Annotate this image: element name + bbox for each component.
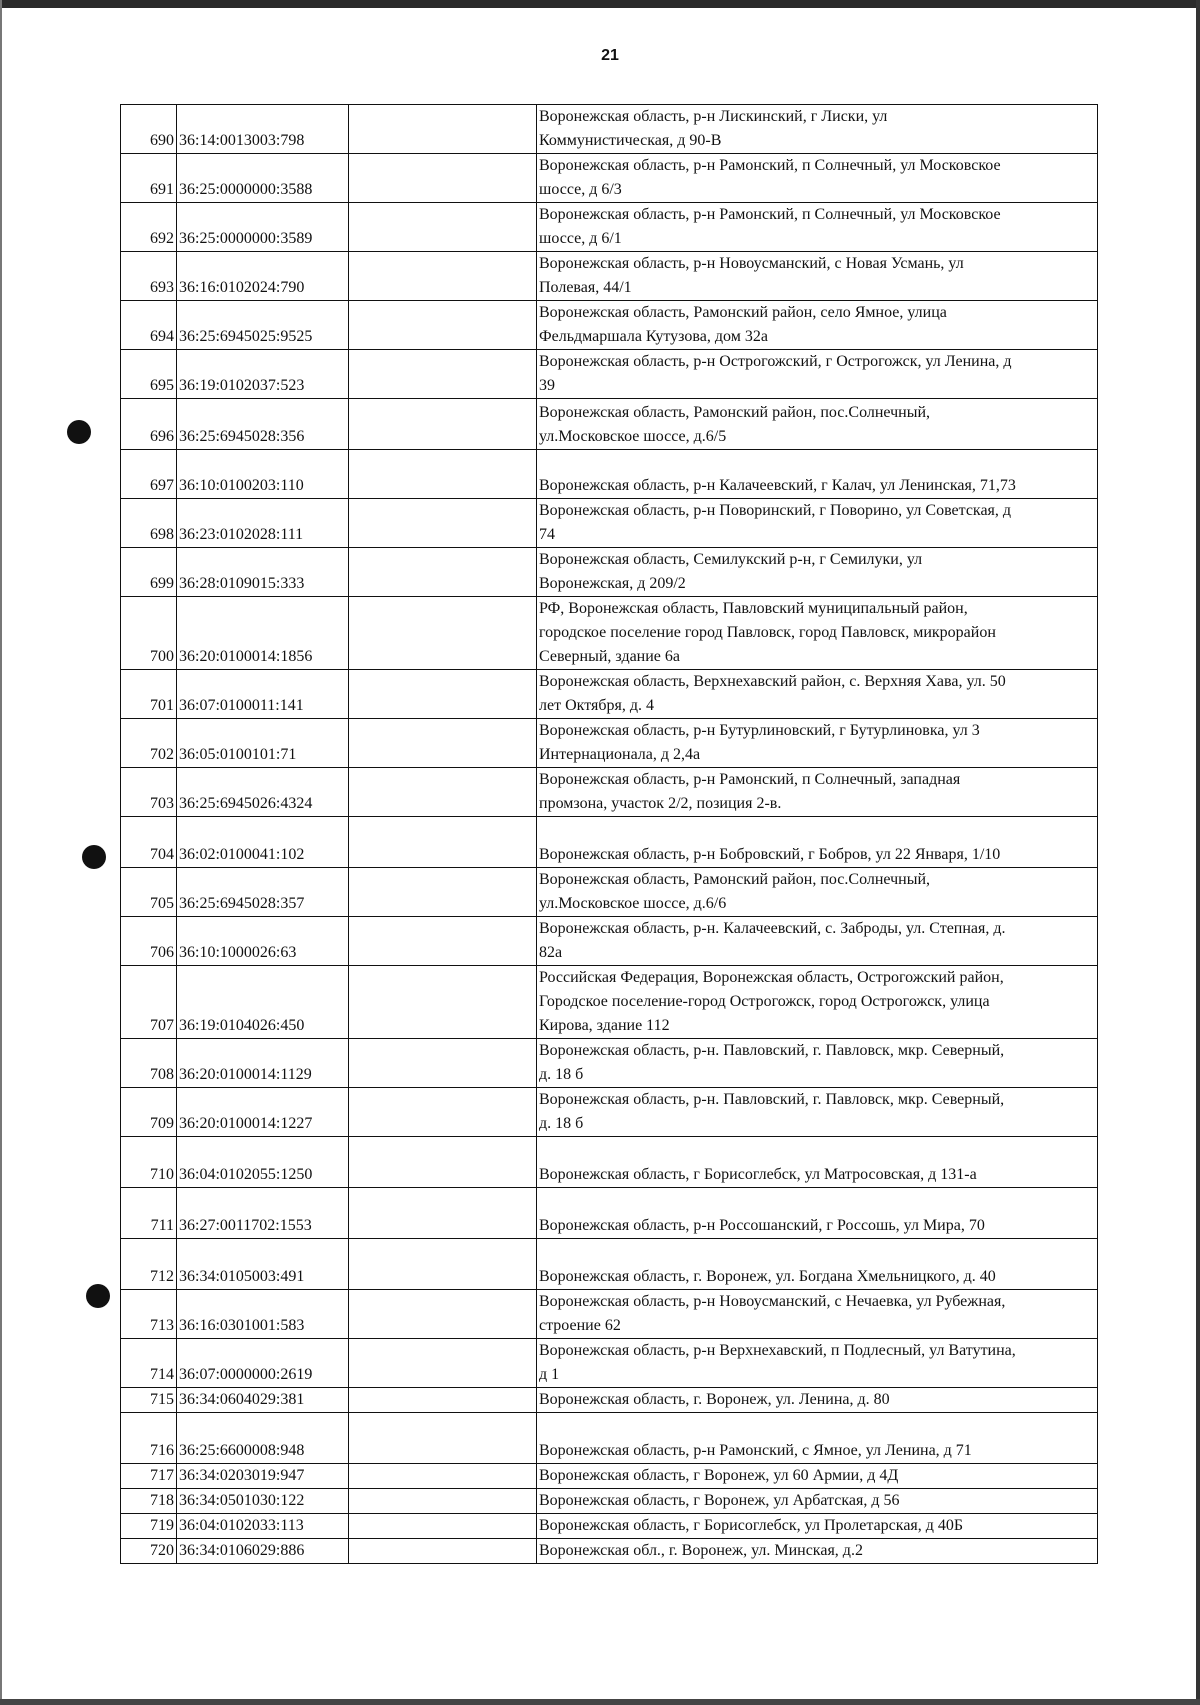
empty-cell [349,450,537,499]
table-row [121,1088,1098,1137]
table-row [121,154,1098,203]
table-row [121,1388,1098,1413]
empty-cell [349,1413,537,1464]
address-cell [537,917,1098,966]
cadastral-number: 36:07:0000000:2619 [177,1339,349,1388]
address-line: Северный, здание 6а [539,648,681,665]
row-number: 705 [121,868,177,917]
address-cell [537,350,1098,399]
address-cell [537,1388,1098,1413]
row-number: 698 [121,499,177,548]
table-row [121,1039,1098,1088]
row-number: 715 [121,1388,177,1413]
cadastral-number: 36:34:0105003:491 [177,1239,349,1290]
address-line: Воронежская область, р-н Рамонский, п Солнечный, западная [539,771,961,788]
cadastral-number: 36:02:0100041:102 [177,817,349,868]
cadastral-number: 36:23:0102028:111 [177,499,349,548]
empty-cell [349,203,537,252]
address-line: Воронежская область, Рамонский район, село Ямное, улица [539,304,947,321]
empty-cell [349,719,537,768]
table-row [121,917,1098,966]
address-cell [537,1413,1098,1464]
empty-cell [349,917,537,966]
address-line: Российская Федерация, Воронежская область, Острогожский район, [539,969,1004,986]
address-line: Воронежская область, р-н Бутурлиновский, г Бутурлиновка, ул 3 [539,722,980,739]
empty-cell [349,1239,537,1290]
address-line: Воронежская область, г Борисоглебск, ул Пролетарская, д 40Б [539,1517,964,1534]
table-row [121,768,1098,817]
empty-cell [349,1489,537,1514]
address-line: Интернационала, д 2,4а [539,746,701,763]
row-number: 714 [121,1339,177,1388]
cadastral-number: 36:28:0109015:333 [177,548,349,597]
address-cell [537,768,1098,817]
address-cell [537,499,1098,548]
table-row [121,868,1098,917]
registry-table [120,104,1098,1564]
cadastral-number: 36:16:0102024:790 [177,252,349,301]
cadastral-number: 36:20:0100014:1856 [177,597,349,670]
address-cell [537,1239,1098,1290]
empty-cell [349,768,537,817]
address-line: Коммунистическая, д 90-В [539,132,722,149]
address-cell [537,1137,1098,1188]
address-line: Воронежская область, Семилукский р-н, г Семилуки, ул [539,551,923,568]
cadastral-number: 36:20:0100014:1129 [177,1039,349,1088]
empty-cell [349,154,537,203]
address-line: ул.Московское шоссе, д.6/6 [539,895,727,912]
address-cell [537,817,1098,868]
address-cell [537,252,1098,301]
address-cell [537,1088,1098,1137]
address-line: Воронежская область, Верхнехавский район, с. Верхняя Хава, ул. 50 [539,673,1006,690]
row-number: 690 [121,105,177,154]
empty-cell [349,105,537,154]
address-line: Полевая, 44/1 [539,279,632,296]
address-cell [537,548,1098,597]
address-line: Воронежская область, г Воронеж, ул Арбатская, д 56 [539,1492,900,1509]
table-row [121,350,1098,399]
address-cell [537,1464,1098,1489]
row-number: 702 [121,719,177,768]
row-number: 712 [121,1239,177,1290]
table-row [121,105,1098,154]
address-line: шоссе, д 6/3 [539,181,622,198]
cadastral-number: 36:16:0301001:583 [177,1290,349,1339]
address-line: 74 [539,526,555,543]
row-number: 709 [121,1088,177,1137]
address-line: Воронежская область, г. Воронеж, ул. Богдана Хмельницкого, д. 40 [539,1268,996,1285]
row-number: 706 [121,917,177,966]
address-line: Воронежская область, р-н Рамонский, с Ямное, ул Ленина, д 71 [539,1442,972,1459]
cadastral-number: 36:25:6945026:4324 [177,768,349,817]
empty-cell [349,1514,537,1539]
address-line: Воронежская область, р-н Лискинский, г Лиски, ул [539,108,888,125]
cadastral-number: 36:34:0501030:122 [177,1489,349,1514]
table-row [121,597,1098,670]
empty-cell [349,597,537,670]
address-line: Воронежская область, г. Воронеж, ул. Ленина, д. 80 [539,1391,890,1408]
empty-cell [349,670,537,719]
row-number: 703 [121,768,177,817]
empty-cell [349,1539,537,1564]
address-line: Воронежская область, р-н Россошанский, г Россошь, ул Мира, 70 [539,1217,985,1234]
cadastral-number: 36:34:0106029:886 [177,1539,349,1564]
scan-edge-right [1196,0,1200,1705]
row-number: 693 [121,252,177,301]
address-line: Воронежская область, Рамонский район, пос.Солнечный, [539,404,931,421]
cadastral-number: 36:34:0203019:947 [177,1464,349,1489]
address-cell [537,154,1098,203]
address-line: Воронежская область, р-н Верхнехавский, п Подлесный, ул Ватутина, [539,1342,1016,1359]
table-row [121,499,1098,548]
address-cell [537,1489,1098,1514]
row-number: 707 [121,966,177,1039]
table-row [121,1489,1098,1514]
table-row [121,719,1098,768]
empty-cell [349,868,537,917]
address-cell [537,1339,1098,1388]
address-line: Воронежская, д 209/2 [539,575,686,592]
cadastral-number: 36:25:0000000:3589 [177,203,349,252]
table-row [121,1413,1098,1464]
address-line: Воронежская область, р-н Поворинский, г Поворино, ул Советская, д [539,502,1012,519]
table-row [121,1137,1098,1188]
cadastral-number: 36:07:0100011:141 [177,670,349,719]
table-row [121,450,1098,499]
address-line: РФ, Воронежская область, Павловский муниципальный район, [539,600,968,617]
scan-edge-left [0,0,2,1705]
cadastral-number: 36:10:1000026:63 [177,917,349,966]
scan-edge-top [0,0,1200,8]
address-cell [537,450,1098,499]
table-row [121,252,1098,301]
table-row [121,1339,1098,1388]
cadastral-number: 36:25:6945028:357 [177,868,349,917]
table-row [121,399,1098,450]
empty-cell [349,1088,537,1137]
address-line: городское поселение город Павловск, город Павловск, микрорайон [539,624,996,641]
cadastral-number: 36:14:0013003:798 [177,105,349,154]
punch-hole-mark [86,1284,110,1308]
empty-cell [349,350,537,399]
cadastral-number: 36:20:0100014:1227 [177,1088,349,1137]
address-cell [537,1188,1098,1239]
address-line: Воронежская область, р-н. Павловский, г. Павловск, мкр. Северный, [539,1042,1005,1059]
table-row [121,1290,1098,1339]
address-cell [537,670,1098,719]
address-line: Фельдмаршала Кутузова, дом 32а [539,328,768,345]
address-cell [537,1290,1098,1339]
cadastral-number: 36:25:6600008:948 [177,1413,349,1464]
empty-cell [349,1137,537,1188]
row-number: 696 [121,399,177,450]
address-line: Воронежская область, р-н Рамонский, п Солнечный, ул Московское [539,157,1001,174]
row-number: 711 [121,1188,177,1239]
empty-cell [349,1339,537,1388]
address-line: промзона, участок 2/2, позиция 2-в. [539,795,782,812]
table-row [121,1188,1098,1239]
row-number: 716 [121,1413,177,1464]
row-number: 695 [121,350,177,399]
table-row [121,203,1098,252]
empty-cell [349,301,537,350]
cadastral-number: 36:05:0100101:71 [177,719,349,768]
cadastral-number: 36:04:0102033:113 [177,1514,349,1539]
cadastral-number: 36:19:0104026:450 [177,966,349,1039]
address-line: строение 62 [539,1317,621,1334]
cadastral-number: 36:27:0011702:1553 [177,1188,349,1239]
row-number: 692 [121,203,177,252]
table-row [121,966,1098,1039]
cadastral-number: 36:25:0000000:3588 [177,154,349,203]
address-line: шоссе, д 6/1 [539,230,622,247]
row-number: 694 [121,301,177,350]
address-cell [537,399,1098,450]
address-cell [537,719,1098,768]
address-line: 82а [539,944,563,961]
address-cell [537,966,1098,1039]
empty-cell [349,966,537,1039]
address-line: д 1 [539,1366,560,1383]
address-line: 39 [539,377,555,394]
address-line: лет Октября, д. 4 [539,697,654,714]
address-line: Городское поселение-город Острогожск, город Острогожск, улица [539,993,990,1010]
address-cell [537,1539,1098,1564]
page-number: 21 [601,47,619,64]
empty-cell [349,252,537,301]
row-number: 700 [121,597,177,670]
address-line: Воронежская область, р-н Новоусманский, с Новая Усмань, ул [539,255,964,272]
punch-hole-mark [82,845,106,869]
address-line: Воронежская область, р-н Бобровский, г Бобров, ул 22 Января, 1/10 [539,846,1001,863]
scan-edge-bottom [0,1699,1200,1705]
table-row [121,817,1098,868]
empty-cell [349,499,537,548]
address-line: Воронежская область, г Борисоглебск, ул Матросовская, д 131-а [539,1166,977,1183]
cadastral-number: 36:10:0100203:110 [177,450,349,499]
empty-cell [349,1039,537,1088]
address-line: Воронежская область, г Воронеж, ул 60 Армии, д 4Д [539,1467,899,1484]
address-cell [537,301,1098,350]
cadastral-number: 36:25:6945028:356 [177,399,349,450]
address-line: Воронежская область, р-н. Павловский, г. Павловск, мкр. Северный, [539,1091,1005,1108]
empty-cell [349,1188,537,1239]
row-number: 697 [121,450,177,499]
cadastral-number: 36:19:0102037:523 [177,350,349,399]
address-cell [537,203,1098,252]
row-number: 717 [121,1464,177,1489]
empty-cell [349,399,537,450]
table-row [121,1514,1098,1539]
address-line: Воронежская обл., г. Воронеж, ул. Минская, д.2 [539,1542,863,1559]
row-number: 691 [121,154,177,203]
empty-cell [349,1464,537,1489]
row-number: 720 [121,1539,177,1564]
row-number: 704 [121,817,177,868]
empty-cell [349,817,537,868]
address-line: Воронежская область, р-н Новоусманский, с Нечаевка, ул Рубежная, [539,1293,1006,1310]
row-number: 701 [121,670,177,719]
cadastral-number: 36:34:0604029:381 [177,1388,349,1413]
address-line: Кирова, здание 112 [539,1017,670,1034]
row-number: 713 [121,1290,177,1339]
address-cell [537,1039,1098,1088]
address-cell [537,105,1098,154]
address-line: ул.Московское шоссе, д.6/5 [539,428,727,445]
address-line: Воронежская область, р-н Калачеевский, г Калач, ул Ленинская, 71,73 [539,477,1016,494]
address-cell [537,1514,1098,1539]
empty-cell [349,1290,537,1339]
table-row [121,670,1098,719]
address-cell [537,597,1098,670]
address-line: Воронежская область, Рамонский район, пос.Солнечный, [539,871,931,888]
row-number: 699 [121,548,177,597]
table-row [121,1464,1098,1489]
punch-hole-mark [67,420,91,444]
address-line: д. 18 б [539,1066,584,1083]
registry-table-body [121,105,1098,1564]
row-number: 719 [121,1514,177,1539]
address-line: Воронежская область, р-н Острогожский, г Острогожск, ул Ленина, д [539,353,1012,370]
empty-cell [349,1388,537,1413]
empty-cell [349,548,537,597]
table-row [121,1239,1098,1290]
table-row [121,1539,1098,1564]
address-cell [537,868,1098,917]
row-number: 718 [121,1489,177,1514]
cadastral-number: 36:04:0102055:1250 [177,1137,349,1188]
address-line: Воронежская область, р-н. Калачеевский, с. Заброды, ул. Степная, д. [539,920,1006,937]
table-row [121,301,1098,350]
address-line: д. 18 б [539,1115,584,1132]
table-row [121,548,1098,597]
address-line: Воронежская область, р-н Рамонский, п Солнечный, ул Московское [539,206,1001,223]
row-number: 710 [121,1137,177,1188]
cadastral-number: 36:25:6945025:9525 [177,301,349,350]
row-number: 708 [121,1039,177,1088]
